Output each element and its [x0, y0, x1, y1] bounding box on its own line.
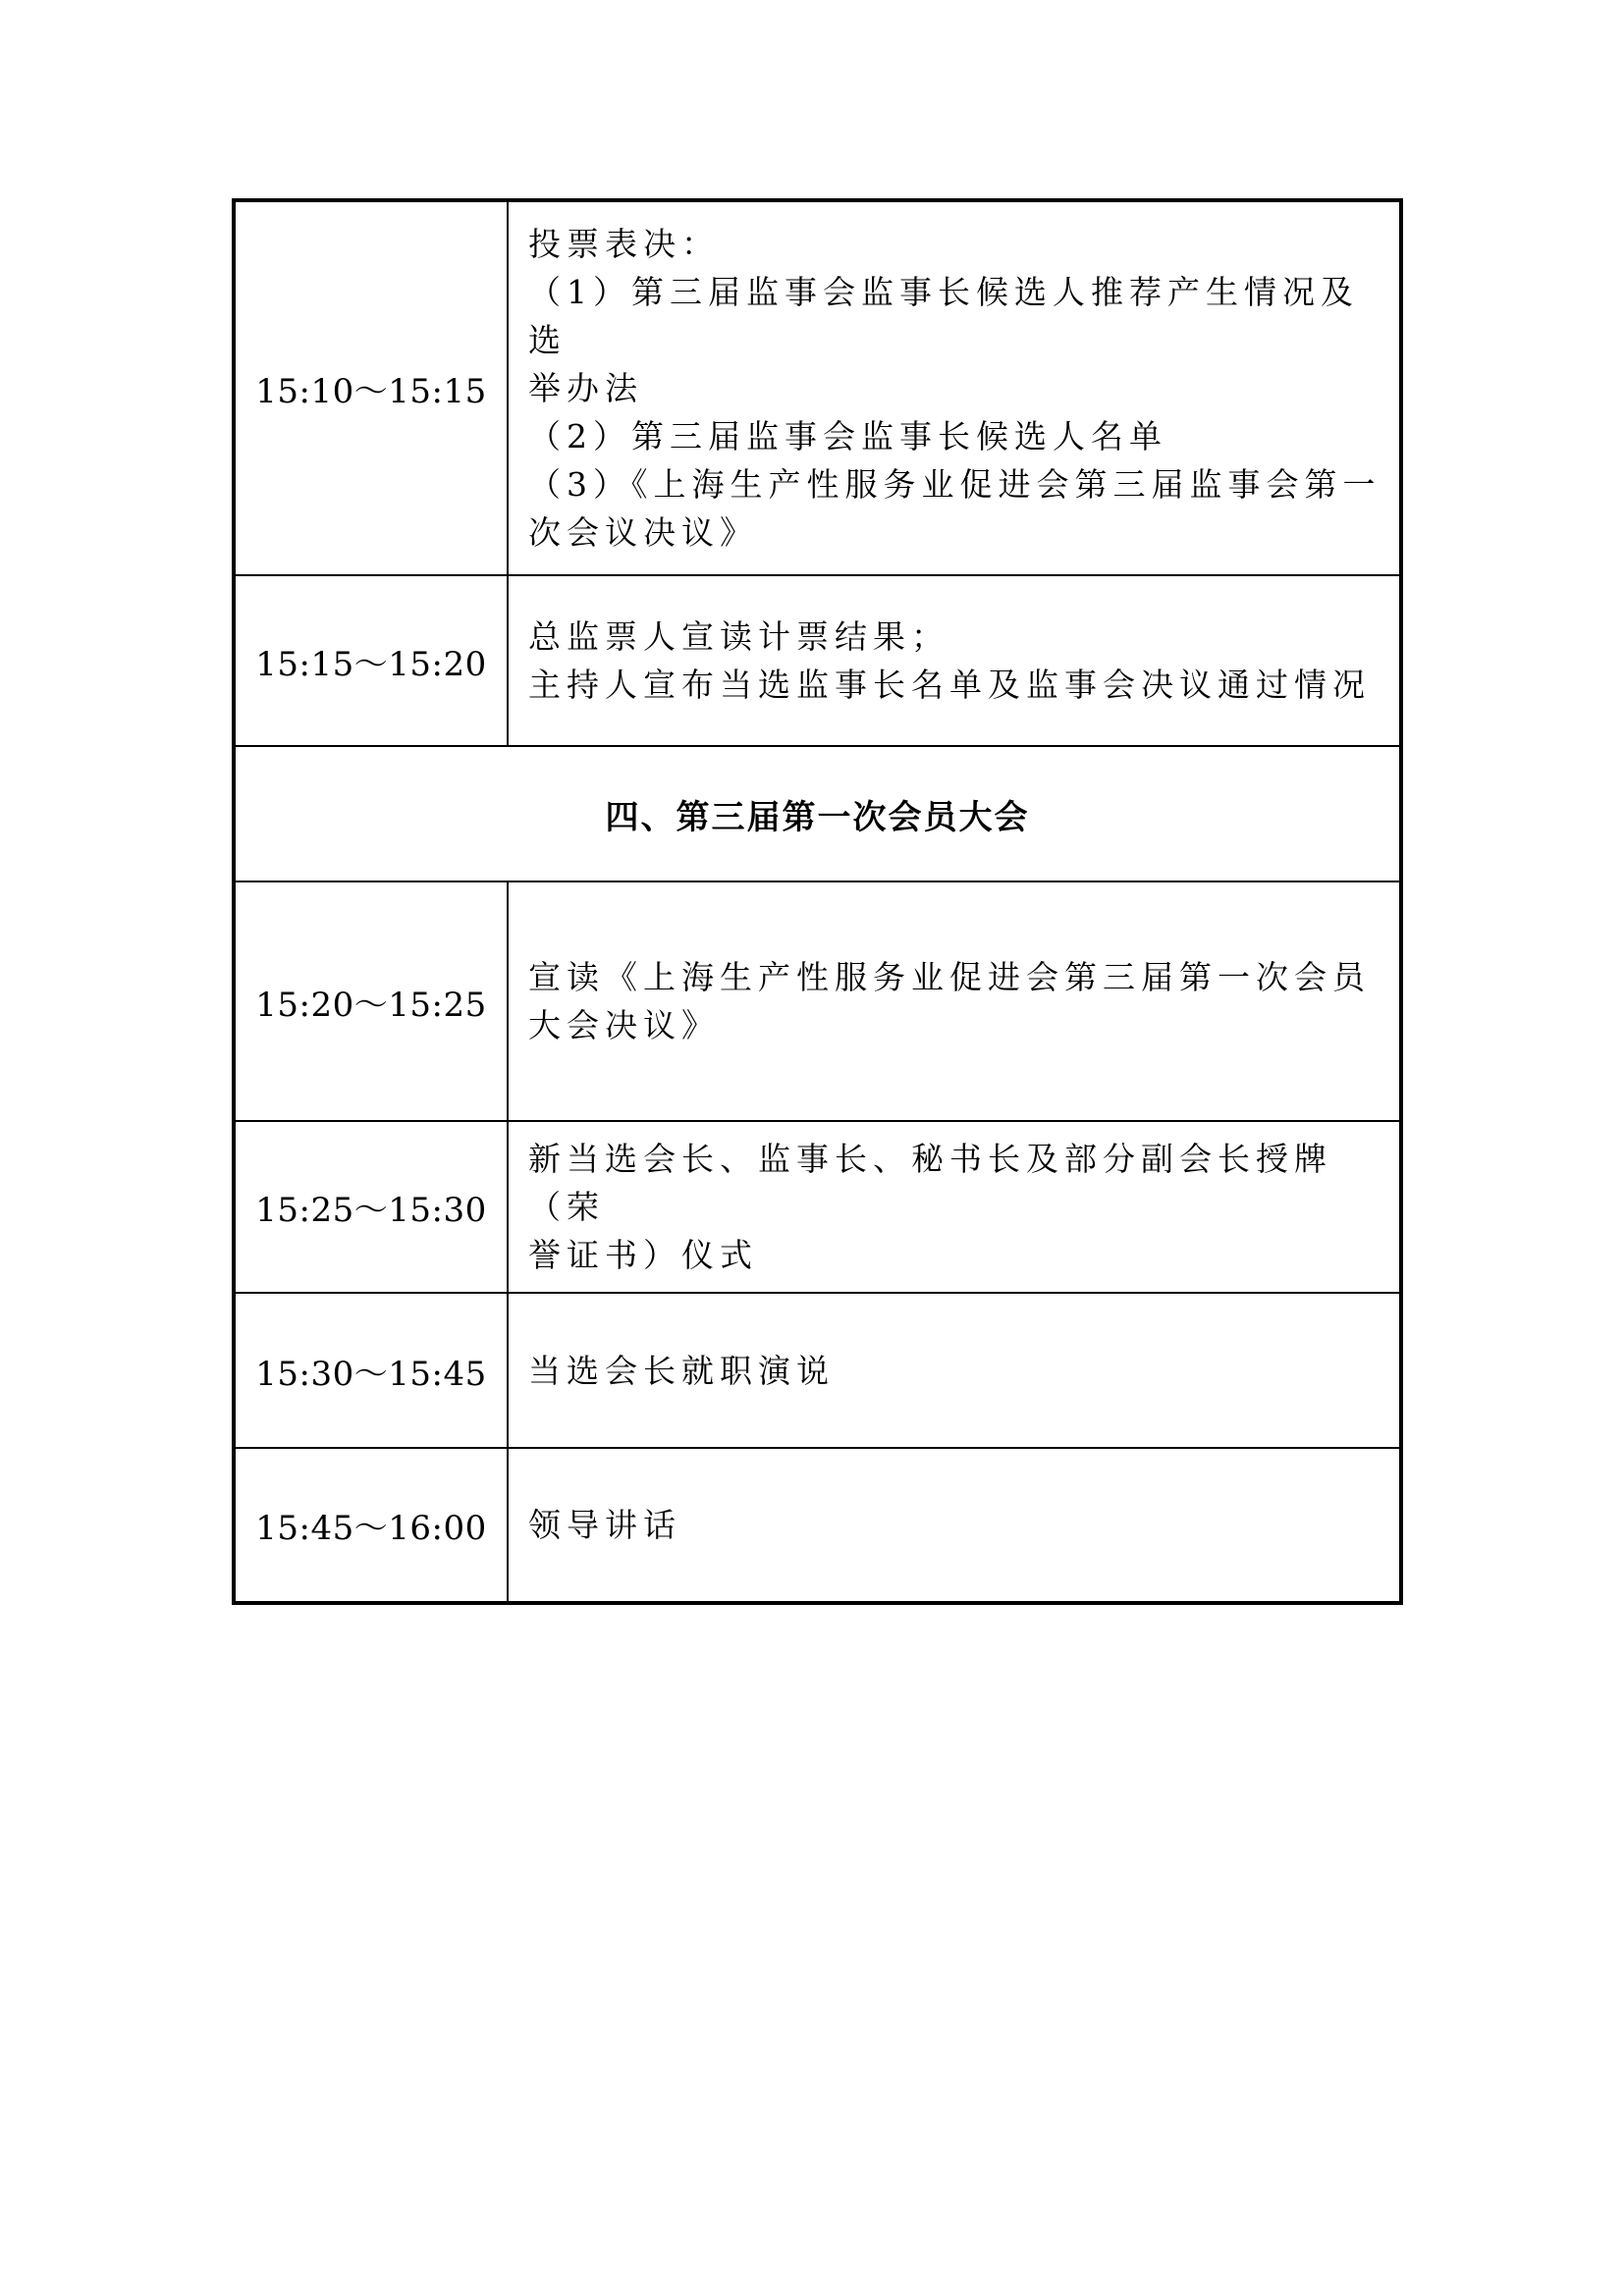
time-cell: 15:25～15:30	[234, 1121, 508, 1293]
agenda-item-line: 领导讲话	[528, 1506, 681, 1544]
agenda-item-line: 宣读《上海生产性服务业促进会第三届第一次会员	[528, 958, 1371, 996]
agenda-item-cell	[508, 1121, 1401, 1293]
agenda-item-cell	[508, 575, 1401, 746]
table-row	[234, 575, 1401, 746]
time-cell: 15:45～16:00	[234, 1448, 508, 1603]
agenda-item-line: 主持人宣布当选监事长名单及监事会决议通过情况	[528, 666, 1371, 704]
table-row	[234, 1448, 1401, 1603]
agenda-item-cell	[508, 200, 1401, 575]
agenda-item-line: 当选会长就职演说	[528, 1351, 835, 1390]
section-title: 四、第三届第一次会员大会	[234, 746, 1401, 881]
agenda-item-cell	[508, 1293, 1401, 1448]
time-cell: 15:30～15:45	[234, 1293, 508, 1448]
agenda-table	[232, 198, 1403, 1605]
agenda-item-line: 新当选会长、监事长、秘书长及部分副会长授牌（荣	[528, 1140, 1332, 1226]
table-row	[234, 1293, 1401, 1448]
agenda-item-cell	[508, 881, 1401, 1121]
agenda-item-line: 次会议决议》	[528, 513, 758, 552]
agenda-item-line: 总监票人宣读计票结果；	[528, 617, 949, 656]
section-row	[234, 746, 1401, 881]
agenda-item-line: （1）第三届监事会监事长候选人推荐产生情况及选	[528, 273, 1359, 359]
agenda-item-line: （3）《上海生产性服务业促进会第三届监事会第一	[528, 465, 1381, 504]
agenda-item-line: 举办法	[528, 369, 643, 407]
agenda-item-cell	[508, 1448, 1401, 1603]
agenda-item-line: 大会决议》	[528, 1006, 720, 1044]
time-cell: 15:15～15:20	[234, 575, 508, 746]
table-row	[234, 881, 1401, 1121]
agenda-item-line: （2）第三届监事会监事长候选人名单	[528, 417, 1167, 455]
table-row	[234, 200, 1401, 575]
agenda-item-line: 投票表决：	[528, 225, 720, 263]
table-row	[234, 1121, 1401, 1293]
time-cell: 15:10～15:15	[234, 200, 508, 575]
agenda-item-line: 誉证书）仪式	[528, 1236, 758, 1274]
time-cell: 15:20～15:25	[234, 881, 508, 1121]
